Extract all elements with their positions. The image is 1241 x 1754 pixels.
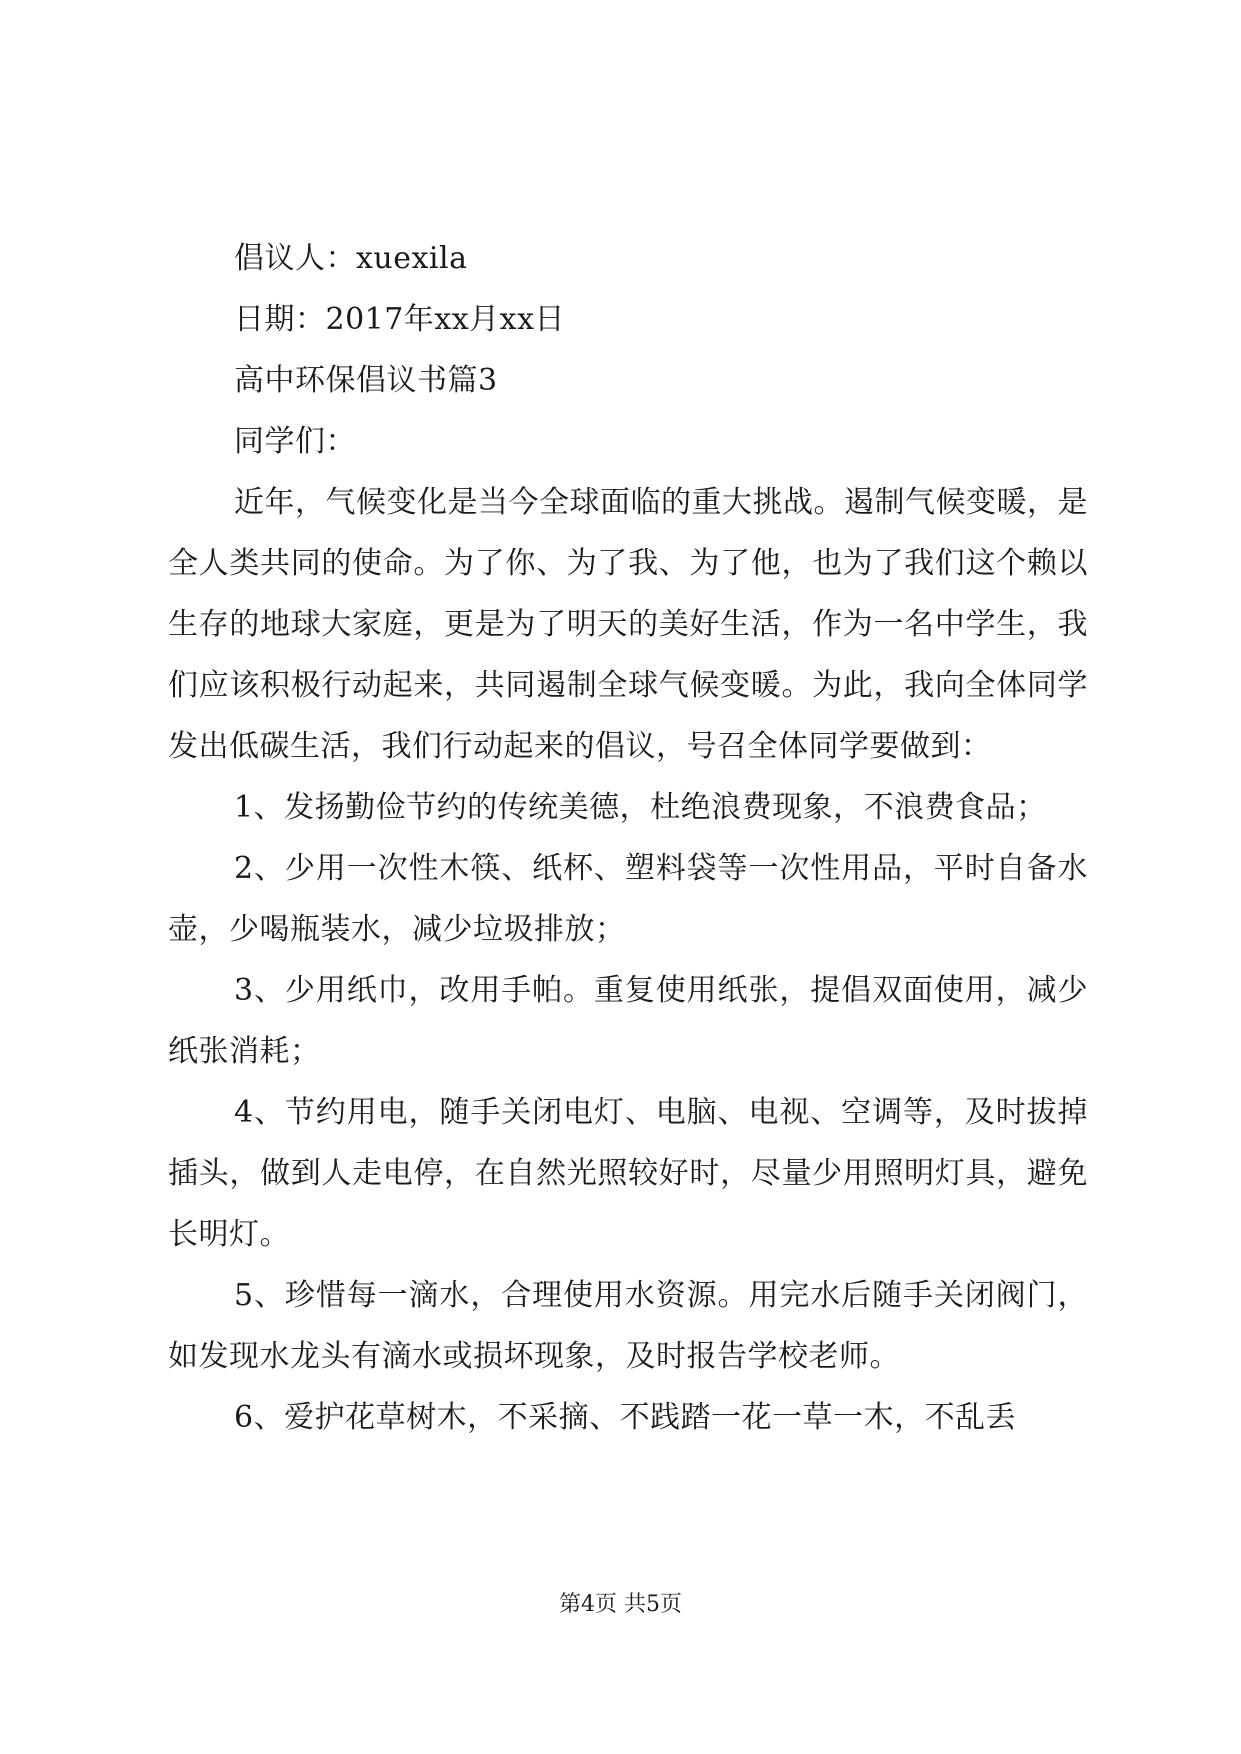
list-item: 6、爱护花草树木，不采摘、不践踏一花一草一木，不乱丢 xyxy=(234,1400,1017,1435)
intro-paragraph: 近年，气候变化是当今全球面临的重大挑战。遏制气候变暖，是全人类共同的使命。为了你、为了我、为了他，也为了我们这个赖以生存的地球大家庭，更是为了明天的美好生活，作为一名中学生，我们应该积极行动起来，共同遏制全球气候变暖。为此，我向全体同学发出低碳生活，我们行动起来的倡议，号召全体同学要做到： xyxy=(168,485,1088,764)
list-item: 4、节约用电，随手关闭电灯、电脑、电视、空调等，及时拔掉插头，做到人走电停，在自然光照较好时，尽量少用照明灯具，避免长明灯。 xyxy=(168,1095,1088,1252)
document-body xyxy=(168,228,1088,1448)
list-item: 3、少用纸巾，改用手帕。重复使用纸张，提倡双面使用，减少纸张消耗； xyxy=(168,973,1088,1069)
list-item: 5、珍惜每一滴水，合理使用水资源。用完水后随手关闭阀门，如发现水龙头有滴水或损坏现象，及时报告学校老师。 xyxy=(168,1278,1088,1374)
proposer-line: 倡议人：xuexila xyxy=(234,241,468,276)
list-item: 2、少用一次性木筷、纸杯、塑料袋等一次性用品，平时自备水壶，少喝瓶装水，减少垃圾排放； xyxy=(168,851,1088,947)
page-number-footer: 第4页 共5页 xyxy=(559,1592,682,1617)
date-line: 日期：2017年xx月xx日 xyxy=(234,302,566,337)
list-item: 1、发扬勤俭节约的传统美德，杜绝浪费现象，不浪费食品； xyxy=(234,790,1047,825)
section-title: 高中环保倡议书篇3 xyxy=(234,363,498,398)
salutation: 同学们： xyxy=(234,424,356,459)
